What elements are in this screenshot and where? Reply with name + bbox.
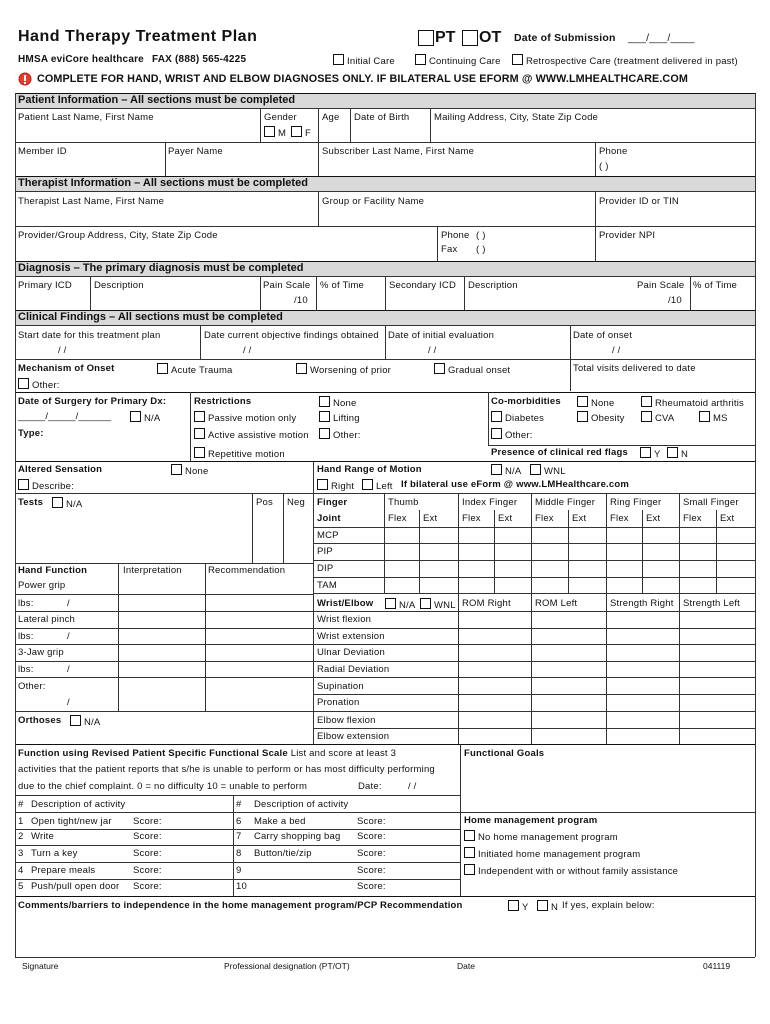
continuing-care-label: Continuing Care bbox=[429, 56, 501, 67]
checkbox-icon[interactable] bbox=[333, 54, 344, 65]
thumb-ext-header: Ext bbox=[423, 513, 438, 524]
wrist-extension-row: Wrist extension bbox=[317, 631, 385, 642]
checkbox-icon[interactable] bbox=[130, 411, 141, 422]
comorbidities-label: Co-morbidities bbox=[491, 396, 561, 407]
checkbox-icon[interactable] bbox=[464, 847, 475, 858]
group-facility-label: Group or Facility Name bbox=[322, 196, 425, 207]
provider-id-label: Provider ID or TIN bbox=[599, 196, 679, 207]
diagnosis-section-title: Diagnosis – The primary diagnosis must be completed bbox=[18, 262, 304, 274]
gender-f-label: F bbox=[304, 128, 311, 139]
designation-label: Professional designation (PT/OT) bbox=[224, 961, 350, 971]
red-flags-label: Presence of clinical red flags bbox=[491, 447, 628, 458]
left-activity-score[interactable]: Score: bbox=[133, 881, 162, 892]
orthoses-na-label: N/A bbox=[84, 717, 101, 728]
right-activity-score[interactable]: Score: bbox=[357, 848, 386, 859]
therapist-phone-label: Phone bbox=[441, 230, 470, 241]
checkbox-icon[interactable] bbox=[18, 479, 29, 490]
left-activity-description[interactable]: Turn a key bbox=[31, 848, 78, 859]
checkbox-icon[interactable] bbox=[415, 54, 426, 65]
sensation-none-option[interactable] bbox=[171, 464, 209, 477]
orthoses-na-option[interactable] bbox=[70, 715, 100, 728]
lateral-pinch-lbs-label: lbs: bbox=[18, 631, 34, 642]
sensation-describe-label: Describe: bbox=[32, 481, 74, 492]
tests-na-option[interactable] bbox=[52, 497, 82, 510]
left-activity-number: 3 bbox=[18, 848, 24, 859]
tests-pos-header: Pos bbox=[256, 497, 273, 508]
tests-neg-header: Neg bbox=[287, 497, 306, 508]
tests-na-label: N/A bbox=[66, 499, 83, 510]
secondary-description-label: Description bbox=[468, 280, 518, 291]
rom-left-header: ROM Left bbox=[535, 598, 578, 609]
gradual-onset-label: Gradual onset bbox=[448, 365, 511, 376]
acute-trauma-label: Acute Trauma bbox=[171, 365, 233, 376]
pronation-row: Pronation bbox=[317, 697, 360, 708]
ring-finger-header: Ring Finger bbox=[610, 497, 662, 508]
rom-left-option[interactable] bbox=[362, 479, 393, 492]
initial-eval-date-field[interactable]: / / bbox=[428, 345, 437, 356]
date-of-submission-field[interactable]: ___/___/____ bbox=[628, 32, 695, 44]
signature-label: Signature bbox=[22, 961, 59, 971]
left-activity-number: 2 bbox=[18, 831, 24, 842]
no-home-program-label: No home management program bbox=[478, 832, 618, 843]
functional-scale-line1: List and score at least 3 bbox=[290, 748, 397, 759]
checkbox-icon[interactable] bbox=[420, 598, 431, 609]
left-activity-score[interactable]: Score: bbox=[133, 816, 162, 827]
wrist-na-option[interactable] bbox=[385, 598, 415, 611]
comorbid-none-option[interactable] bbox=[577, 396, 615, 409]
checkbox-icon[interactable] bbox=[699, 411, 710, 422]
checkbox-icon[interactable] bbox=[512, 54, 523, 65]
ulnar-deviation-row: Ulnar Deviation bbox=[317, 647, 385, 658]
small-flex-header: Flex bbox=[683, 513, 702, 524]
functional-goals-label: Functional Goals bbox=[464, 748, 545, 759]
ot-checkbox[interactable] bbox=[462, 30, 478, 46]
rom-right-label: Right bbox=[331, 481, 355, 492]
checkbox-icon[interactable] bbox=[171, 464, 182, 475]
checkbox-icon[interactable] bbox=[667, 447, 678, 458]
repetitive-motion-option[interactable] bbox=[194, 447, 285, 460]
rom-na-label: N/A bbox=[505, 466, 522, 477]
three-jaw-lbs-label: lbs: bbox=[18, 664, 34, 675]
red-flags-yes-label: Y bbox=[654, 449, 661, 460]
sensation-describe-option[interactable] bbox=[18, 479, 74, 492]
company-name: HMSA eviCore healthcare bbox=[18, 54, 144, 65]
activity-row-divider bbox=[233, 845, 460, 846]
cva-label: CVA bbox=[655, 413, 675, 424]
three-jaw-lbs-field[interactable]: / bbox=[67, 664, 70, 675]
lifting-label: Lifting bbox=[333, 413, 360, 424]
activity-row-divider bbox=[15, 862, 233, 863]
left-activity-description[interactable]: Open tight/new jar bbox=[31, 816, 112, 827]
mechanism-of-onset-label: Mechanism of Onset bbox=[18, 363, 115, 374]
checkbox-icon[interactable] bbox=[491, 411, 502, 422]
mailing-address-label: Mailing Address, City, State Zip Code bbox=[434, 112, 599, 123]
three-jaw-grip-label: 3-Jaw grip bbox=[18, 647, 64, 658]
rheumatoid-label: Rheumatoid arthritis bbox=[655, 398, 745, 409]
right-activity-header: Description of activity bbox=[254, 799, 349, 810]
surgery-date-field[interactable]: _____/_____/______ bbox=[18, 411, 112, 422]
functional-scale-title: Function using Revised Patient Specific Functional Scale bbox=[18, 748, 288, 759]
functional-scale-line2: activities that the patient reports that s/he is unable to perform or has most difficulty performing bbox=[18, 764, 435, 775]
pip-row-label: PIP bbox=[317, 546, 333, 557]
checkbox-icon[interactable] bbox=[640, 447, 651, 458]
power-grip-lbs-label: lbs: bbox=[18, 598, 34, 609]
functional-scale-line3: due to the chief complaint. 0 = no difficulty 10 = unable to perform bbox=[18, 781, 308, 792]
checkbox-icon[interactable] bbox=[291, 126, 302, 137]
explain-below-label: If yes, explain below: bbox=[562, 900, 655, 911]
wrist-na-label: N/A bbox=[399, 600, 416, 611]
tam-row-label: TAM bbox=[317, 580, 337, 591]
dob-label: Date of Birth bbox=[354, 112, 410, 123]
checkbox-icon[interactable] bbox=[296, 363, 307, 374]
left-activity-number: 4 bbox=[18, 865, 24, 876]
index-ext-header: Ext bbox=[498, 513, 513, 524]
bilateral-eform-note: If bilateral use eForm @ www.LMHealthcare.com bbox=[401, 479, 630, 490]
checkbox-icon[interactable] bbox=[194, 428, 205, 439]
onset-date-field[interactable]: / / bbox=[612, 345, 621, 356]
primary-pain-scale-label: Pain Scale bbox=[263, 280, 311, 291]
sensation-none-label: None bbox=[185, 466, 209, 477]
right-activity-description[interactable]: Button/tie/zip bbox=[254, 848, 312, 859]
functional-date-field[interactable]: / / bbox=[408, 781, 417, 792]
activity-row-divider bbox=[15, 879, 233, 880]
restrictions-other-label: Other: bbox=[333, 430, 361, 441]
clinical-section-title: Clinical Findings – All sections must be completed bbox=[18, 311, 283, 323]
member-id-label: Member ID bbox=[18, 146, 67, 157]
active-assistive-label: Active assistive motion bbox=[208, 430, 309, 441]
payer-name-label: Payer Name bbox=[168, 146, 223, 157]
right-activity-number: 6 bbox=[236, 816, 242, 827]
strength-right-header: Strength Right bbox=[610, 598, 674, 609]
form-code: 041119 bbox=[703, 961, 731, 971]
right-activity-score[interactable]: Score: bbox=[357, 881, 386, 892]
hand-range-of-motion-label: Hand Range of Motion bbox=[317, 464, 422, 475]
mechanism-other-option[interactable] bbox=[18, 378, 60, 391]
passive-motion-label: Passive motion only bbox=[208, 413, 297, 424]
obesity-option[interactable] bbox=[577, 411, 625, 424]
strength-left-header: Strength Left bbox=[683, 598, 740, 609]
comorbid-none-label: None bbox=[591, 398, 615, 409]
restrictions-other-option[interactable] bbox=[319, 428, 361, 441]
checkbox-icon[interactable] bbox=[362, 479, 373, 490]
orthoses-label: Orthoses bbox=[18, 715, 62, 726]
checkbox-icon[interactable] bbox=[319, 428, 330, 439]
index-flex-header: Flex bbox=[462, 513, 481, 524]
left-activity-score[interactable]: Score: bbox=[133, 848, 162, 859]
comorbid-other-option[interactable] bbox=[491, 428, 533, 441]
hand-function-label: Hand Function bbox=[18, 565, 88, 576]
checkbox-icon[interactable] bbox=[577, 396, 588, 407]
patient-phone-field[interactable]: ( ) bbox=[599, 161, 609, 172]
restrictions-label: Restrictions bbox=[194, 396, 252, 407]
right-activity-number: 10 bbox=[236, 881, 247, 892]
primary-icd-label: Primary ICD bbox=[18, 280, 72, 291]
patient-section-title: Patient Information – All sections must be completed bbox=[18, 94, 296, 106]
therapist-section-title: Therapist Information – All sections must be completed bbox=[18, 177, 308, 189]
wrist-elbow-label: Wrist/Elbow bbox=[317, 598, 374, 609]
rheumatoid-option[interactable] bbox=[641, 396, 744, 409]
tests-label: Tests bbox=[18, 497, 44, 508]
surgery-date-label: Date of Surgery for Primary Dx: bbox=[18, 396, 167, 407]
checkbox-icon[interactable] bbox=[385, 598, 396, 609]
objective-date-label: Date current objective findings obtained bbox=[204, 330, 379, 341]
start-date-field[interactable]: / / bbox=[58, 345, 67, 356]
pt-label: PT bbox=[435, 29, 456, 46]
checkbox-icon[interactable] bbox=[157, 363, 168, 374]
retrospective-care-option[interactable] bbox=[512, 54, 738, 67]
comments-yes-label: Y bbox=[522, 902, 529, 913]
checkbox-icon[interactable] bbox=[537, 900, 548, 911]
checkbox-icon[interactable] bbox=[194, 447, 205, 458]
right-activity-number: 7 bbox=[236, 831, 242, 842]
primary-pct-time-label: % of Time bbox=[320, 280, 365, 291]
joint-header: Joint bbox=[317, 513, 341, 524]
middle-finger-header: Middle Finger bbox=[535, 497, 596, 508]
age-label: Age bbox=[322, 112, 340, 123]
left-activity-description[interactable]: Push/pull open door bbox=[31, 881, 120, 892]
primary-description-label: Description bbox=[94, 280, 144, 291]
right-activity-description[interactable]: Carry shopping bag bbox=[254, 831, 341, 842]
checkbox-icon[interactable] bbox=[317, 479, 328, 490]
supination-row: Supination bbox=[317, 681, 364, 692]
left-activity-number: 1 bbox=[18, 816, 24, 827]
comments-no-label: N bbox=[551, 902, 559, 913]
onset-date-label: Date of onset bbox=[573, 330, 633, 341]
diabetes-label: Diabetes bbox=[505, 413, 545, 424]
power-grip-label: Power grip bbox=[18, 580, 66, 591]
middle-ext-header: Ext bbox=[572, 513, 587, 524]
notice-banner: COMPLETE FOR HAND, WRIST AND ELBOW DIAGNOSES ONLY. IF BILATERAL USE EFORM @ WWW.LMHEALTHCARE.COM bbox=[37, 73, 688, 85]
rom-wnl-label: WNL bbox=[544, 466, 566, 477]
mechanism-other-label: Other: bbox=[32, 380, 60, 391]
diabetes-option[interactable] bbox=[491, 411, 544, 424]
active-assistive-option[interactable] bbox=[194, 428, 309, 441]
checkbox-icon[interactable] bbox=[491, 464, 502, 475]
right-hash-header: # bbox=[236, 799, 242, 810]
comments-label: Comments/barriers to independence in the home management program/PCP Recommendation bbox=[18, 900, 463, 911]
checkbox-icon[interactable] bbox=[319, 411, 330, 422]
initiated-home-program-label: Initiated home management program bbox=[478, 849, 641, 860]
left-activity-description[interactable]: Write bbox=[31, 831, 54, 842]
comments-yes-option[interactable] bbox=[508, 900, 529, 913]
cva-option[interactable] bbox=[641, 411, 674, 424]
subscriber-label: Subscriber Last Name, First Name bbox=[322, 146, 475, 157]
signature-date-label: Date bbox=[457, 961, 475, 971]
interpretation-header: Interpretation bbox=[123, 565, 182, 576]
middle-flex-header: Flex bbox=[535, 513, 554, 524]
checkbox-icon[interactable] bbox=[264, 126, 275, 137]
therapist-name-label: Therapist Last Name, First Name bbox=[18, 196, 165, 207]
checkbox-icon[interactable] bbox=[194, 411, 205, 422]
secondary-pain-scale-field[interactable]: /10 bbox=[668, 295, 682, 306]
ot-label: OT bbox=[479, 29, 502, 46]
no-home-program-option[interactable] bbox=[464, 830, 618, 843]
checkbox-icon[interactable] bbox=[434, 363, 445, 374]
power-grip-lbs-field[interactable]: / bbox=[67, 598, 70, 609]
hand-function-other-field[interactable]: / bbox=[67, 697, 70, 708]
checkbox-icon[interactable] bbox=[18, 378, 29, 389]
activity-row-divider bbox=[15, 845, 233, 846]
date-of-submission-label: Date of Submission bbox=[514, 32, 616, 44]
retrospective-care-label: Retrospective Care (treatment delivered in past) bbox=[526, 56, 738, 67]
right-activity-score[interactable]: Score: bbox=[357, 865, 386, 876]
surgery-na-label: N/A bbox=[144, 413, 161, 424]
gradual-onset-option[interactable] bbox=[434, 363, 510, 376]
right-activity-number: 9 bbox=[236, 865, 242, 876]
left-activity-header: Description of activity bbox=[31, 799, 126, 810]
checkbox-icon[interactable] bbox=[641, 411, 652, 422]
checkbox-icon[interactable] bbox=[52, 497, 63, 508]
activity-row-divider bbox=[15, 829, 233, 830]
right-activity-description[interactable]: Make a bed bbox=[254, 816, 306, 827]
acute-trauma-option[interactable] bbox=[157, 363, 233, 376]
lateral-pinch-label: Lateral pinch bbox=[18, 614, 75, 625]
finger-header: Finger bbox=[317, 497, 348, 508]
left-activity-score[interactable]: Score: bbox=[133, 831, 162, 842]
ring-ext-header: Ext bbox=[646, 513, 661, 524]
restrictions-none-label: None bbox=[333, 398, 357, 409]
home-program-label: Home management program bbox=[464, 815, 598, 826]
gender-options[interactable] bbox=[264, 126, 311, 139]
checkbox-icon[interactable] bbox=[508, 900, 519, 911]
elbow-flexion-row: Elbow flexion bbox=[317, 715, 376, 726]
provider-npi-label: Provider NPI bbox=[599, 230, 656, 241]
worsening-label: Worsening of prior bbox=[310, 365, 392, 376]
checkbox-icon[interactable] bbox=[491, 428, 502, 439]
comorbid-other-label: Other: bbox=[505, 430, 533, 441]
elbow-extension-row: Elbow extension bbox=[317, 731, 390, 742]
rom-right-header: ROM Right bbox=[462, 598, 511, 609]
activity-row-divider bbox=[233, 862, 460, 863]
therapist-fax-label: Fax bbox=[441, 244, 458, 255]
right-activity-number: 8 bbox=[236, 848, 242, 859]
provider-address-label: Provider/Group Address, City, State Zip Code bbox=[18, 230, 218, 241]
secondary-pct-time-label: % of Time bbox=[693, 280, 738, 291]
checkbox-icon[interactable] bbox=[577, 411, 588, 422]
checkbox-icon[interactable] bbox=[641, 396, 652, 407]
checkbox-icon[interactable] bbox=[530, 464, 541, 475]
secondary-icd-label: Secondary ICD bbox=[389, 280, 457, 291]
initial-care-label: Initial Care bbox=[347, 56, 395, 67]
surgery-na-option[interactable] bbox=[130, 411, 160, 424]
functional-date-label: Date: bbox=[358, 781, 382, 792]
therapist-fax-field[interactable]: ( ) bbox=[476, 244, 486, 255]
left-activity-number: 5 bbox=[18, 881, 24, 892]
start-date-label: Start date for this treatment plan bbox=[18, 330, 161, 341]
checkbox-icon[interactable] bbox=[464, 864, 475, 875]
repetitive-motion-label: Repetitive motion bbox=[208, 449, 285, 460]
comments-no-option[interactable] bbox=[537, 900, 558, 913]
left-activity-score[interactable]: Score: bbox=[133, 865, 162, 876]
red-flags-no-option[interactable] bbox=[667, 447, 688, 460]
small-finger-header: Small Finger bbox=[683, 497, 739, 508]
small-ext-header: Ext bbox=[720, 513, 735, 524]
secondary-pain-scale-label: Pain Scale bbox=[637, 280, 685, 291]
warning-icon bbox=[18, 72, 32, 86]
wrist-wnl-label: WNL bbox=[434, 600, 456, 611]
surgery-type-label: Type: bbox=[18, 428, 44, 439]
primary-pain-scale-field[interactable]: /10 bbox=[294, 295, 308, 306]
red-flags-yes-option[interactable] bbox=[640, 447, 661, 460]
activity-row-divider bbox=[233, 879, 460, 880]
radial-deviation-row: Radial Deviation bbox=[317, 664, 390, 675]
initial-eval-date-label: Date of initial evaluation bbox=[388, 330, 495, 341]
rom-na-option[interactable] bbox=[491, 464, 521, 477]
gender-m-label: M bbox=[278, 128, 287, 139]
independent-label: Independent with or without family assistance bbox=[478, 866, 679, 877]
checkbox-icon[interactable] bbox=[70, 715, 81, 726]
ring-flex-header: Flex bbox=[610, 513, 629, 524]
checkbox-icon[interactable] bbox=[464, 830, 475, 841]
wrist-flexion-row: Wrist flexion bbox=[317, 614, 372, 625]
continuing-care-option[interactable] bbox=[415, 54, 501, 67]
functional-scale-intro bbox=[18, 748, 396, 759]
patient-phone-label: Phone bbox=[599, 146, 628, 157]
thumb-header: Thumb bbox=[388, 497, 419, 508]
rom-left-label: Left bbox=[376, 481, 393, 492]
independent-option[interactable] bbox=[464, 864, 678, 877]
left-activity-description[interactable]: Prepare meals bbox=[31, 865, 96, 876]
activity-row-divider bbox=[233, 829, 460, 830]
right-activity-score[interactable]: Score: bbox=[357, 816, 386, 827]
obesity-label: Obesity bbox=[591, 413, 625, 424]
checkbox-icon[interactable] bbox=[319, 396, 330, 407]
recommendation-header: Recommendation bbox=[208, 565, 286, 576]
dip-row-label: DIP bbox=[317, 563, 334, 574]
hand-function-other-label: Other: bbox=[18, 681, 46, 692]
pt-checkbox[interactable] bbox=[418, 30, 434, 46]
initial-care-option[interactable] bbox=[333, 54, 395, 67]
rom-wnl-option[interactable] bbox=[530, 464, 566, 477]
initiated-home-program-option[interactable] bbox=[464, 847, 640, 860]
lateral-pinch-lbs-field[interactable]: / bbox=[67, 631, 70, 642]
index-finger-header: Index Finger bbox=[462, 497, 518, 508]
therapist-phone-field[interactable]: ( ) bbox=[476, 230, 486, 241]
red-flags-no-label: N bbox=[681, 449, 689, 460]
ms-option[interactable] bbox=[699, 411, 728, 424]
rom-right-option[interactable] bbox=[317, 479, 354, 492]
passive-motion-option[interactable] bbox=[194, 411, 296, 424]
wrist-wnl-option[interactable] bbox=[420, 598, 456, 611]
altered-sensation-label: Altered Sensation bbox=[18, 464, 103, 475]
thumb-flex-header: Flex bbox=[388, 513, 407, 524]
page-title: Hand Therapy Treatment Plan bbox=[18, 28, 258, 45]
total-visits-label: Total visits delivered to date bbox=[573, 363, 696, 374]
left-hash-header: # bbox=[18, 799, 24, 810]
gender-label: Gender bbox=[264, 112, 297, 123]
worsening-option[interactable] bbox=[296, 363, 391, 376]
fax-number: FAX (888) 565-4225 bbox=[152, 54, 247, 65]
mcp-row-label: MCP bbox=[317, 530, 339, 541]
patient-name-label: Patient Last Name, First Name bbox=[18, 112, 154, 123]
lifting-option[interactable] bbox=[319, 411, 360, 424]
right-activity-score[interactable]: Score: bbox=[357, 831, 386, 842]
ms-label: MS bbox=[713, 413, 728, 424]
objective-date-field[interactable]: / / bbox=[243, 345, 252, 356]
restrictions-none-option[interactable] bbox=[319, 396, 357, 409]
